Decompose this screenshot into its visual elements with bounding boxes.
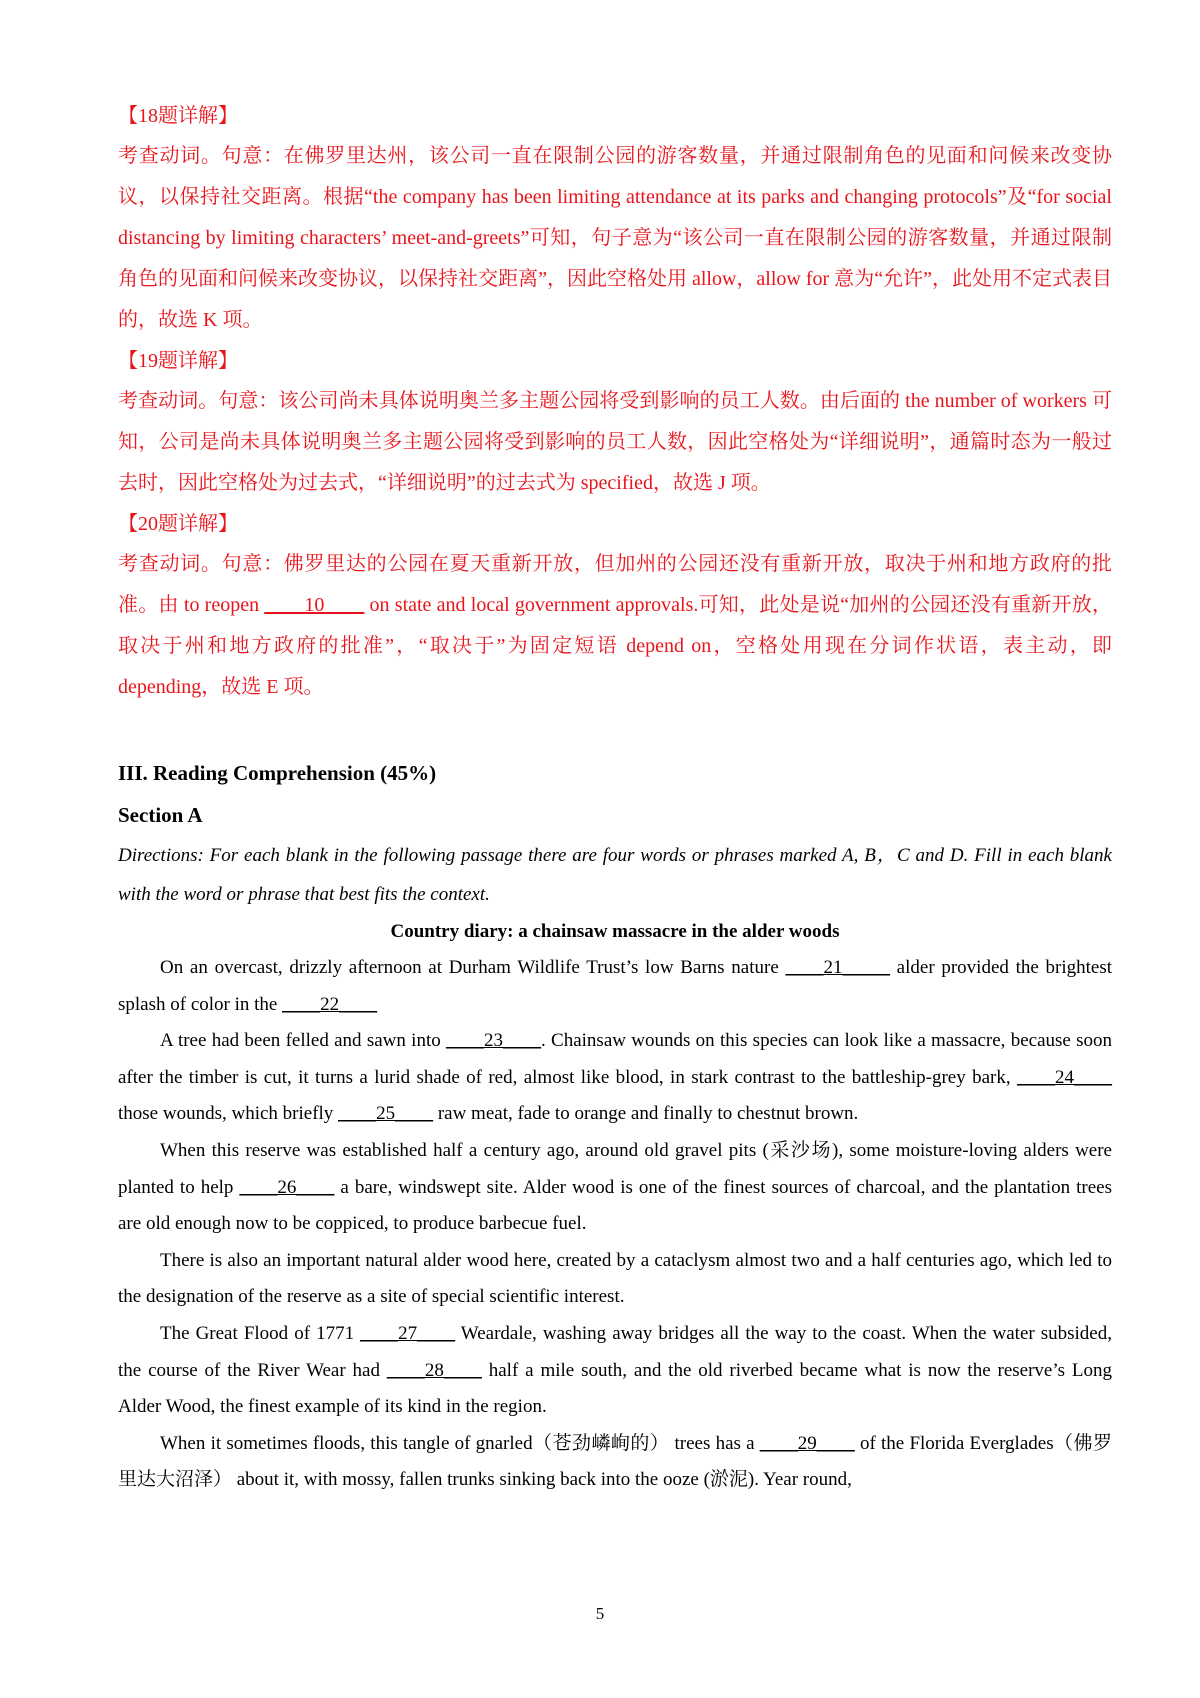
paragraph-text: The Great Flood of 1771 (160, 1322, 361, 1344)
paragraph-text: . Chainsaw wounds on this species can look like a massacre, because soon after the timber is cut, it turns a lurid shade of red, almost like blood, in stark contrast to the battleship-grey bark, (118, 1030, 1113, 1088)
paragraph-text: those wounds, which briefly (118, 1103, 339, 1125)
directions: Directions: For each blank in the following passage there are four words or phrases marked A, B，C and D. Fill in each blank with the word or phrase that best fits the context. (118, 845, 1112, 905)
paragraph-text: half a mile south, and the old riverbed became what is now the reserve’s Long Alder Wood, the finest example of its kind in the region. (118, 1359, 1112, 1418)
section-title: III. Reading Comprehension (45%) (118, 761, 437, 785)
page-number: 5 (595, 1604, 605, 1623)
explanation-18-heading: 【18题详解】 (118, 105, 238, 127)
paragraph-text: alder provided the brightest splash of color in the (118, 957, 1113, 1015)
article-paragraph (118, 1243, 1112, 1316)
answer-blank: ____21_____ (785, 957, 890, 978)
explanation-18-body: 考查动词。句意：在佛罗里达州，该公司一直在限制公园的游客数量，并通过限制角色的见面和问候来改变协议，以保持社交距离。根据“the company has been limiting attendance at its parks and changing protocols”及“for social distancing by limiting characters’ meet-and-greets”可知，句子意为“该公司一直在限制公园的游客数量，并通过限制角色的见面和问候来改变协议，以保持社交距离”，因此空格处用 allow，allow for 意为“允许”，此处用不定式表目的，故选 K 项。 (118, 145, 1112, 331)
section-subtitle: Section A (118, 803, 203, 827)
answer-blank: ____24____ (1017, 1066, 1112, 1088)
article-paragraph (118, 950, 1112, 1023)
article-paragraph (118, 1316, 1112, 1426)
explanation-20-body (118, 544, 1112, 708)
explanation-19-heading: 【19题详解】 (118, 350, 238, 372)
paragraph-text: a bare, windswept site. Alder wood is one of the finest sources of charcoal, and the plantation trees are old enough now to be coppiced, to produce barbecue fuel. (118, 1176, 1112, 1235)
answer-blank: ____29____ (759, 1432, 855, 1454)
page-content (118, 96, 1112, 1499)
paragraph-text: raw meat, fade to orange and finally to chestnut brown. (433, 1103, 859, 1125)
article-paragraph (118, 1023, 1112, 1133)
explanation-19-body: 考查动词。句意：该公司尚未具体说明奥兰多主题公园将受到影响的员工人数。由后面的 the number of workers 可知，公司是尚未具体说明奥兰多主题公园将受到影响的员工人数，因此空格处为“详细说明”，通篇时态为一般过去时，因此空格处为过去式，“详细说明”的过去式为 specified，故选 J 项。 (118, 390, 1112, 494)
explanation-20-blank: ____10____ (264, 594, 365, 616)
paragraph-text: On an overcast, drizzly afternoon at Durham Wildlife Trust’s low Barns nature (160, 957, 786, 978)
answer-blank: ____22____ (282, 993, 378, 1015)
answer-blank: ____25____ (338, 1103, 434, 1125)
paragraph-text: Weardale, washing away bridges all the way to the coast. When the water subsided, the course of the River Wear had (118, 1322, 1112, 1381)
paragraph-text: A tree had been felled and sawn into (160, 1030, 447, 1052)
article-body (118, 950, 1112, 1499)
explanation-20-heading: 【20题详解】 (118, 513, 238, 535)
article-title: Country diary: a chainsaw massacre in the alder woods (390, 921, 840, 942)
explanation-20-text-before: 考查动词。句意：佛罗里达的公园在夏天重新开放，但加州的公园还没有重新开放，取决于州和地方政府的批准。由 to reopen (118, 553, 1112, 616)
article-paragraph (118, 1133, 1112, 1243)
spacer (118, 708, 1112, 752)
answer-blank: ____26____ (239, 1176, 335, 1198)
paragraph-text: of the Florida Everglades（佛罗里达大沼泽） about it, with mossy, fallen trunks sinking back into the ooze (淤泥). Year round, (118, 1432, 1112, 1491)
article-paragraph (118, 1426, 1112, 1499)
answer-blank: ____23____ (446, 1030, 542, 1052)
answer-blank: ____28____ (386, 1359, 482, 1381)
explanation-20-text-after: on state and local government approvals.可知，此处是说“加州的公园还没有重新开放，取决于州和地方政府的批准”，“取决于”为固定短语 depend on，空格处用现在分词作状语，表主动，即 depending，故选 E 项。 (118, 594, 1112, 698)
paragraph-text: There is also an important natural alder wood here, created by a cataclysm almost two and a half centuries ago, which led to the designation of the reserve as a site of special scientific interest. (118, 1249, 1112, 1308)
paragraph-text: When it sometimes floods, this tangle of gnarled（苍劲嶙峋的） trees has a (160, 1432, 760, 1454)
answer-blank: ____27____ (360, 1322, 456, 1344)
paragraph-text: When this reserve was established half a century ago, around old gravel pits (采沙场), some moisture-loving alders were planted to help (118, 1139, 1112, 1198)
